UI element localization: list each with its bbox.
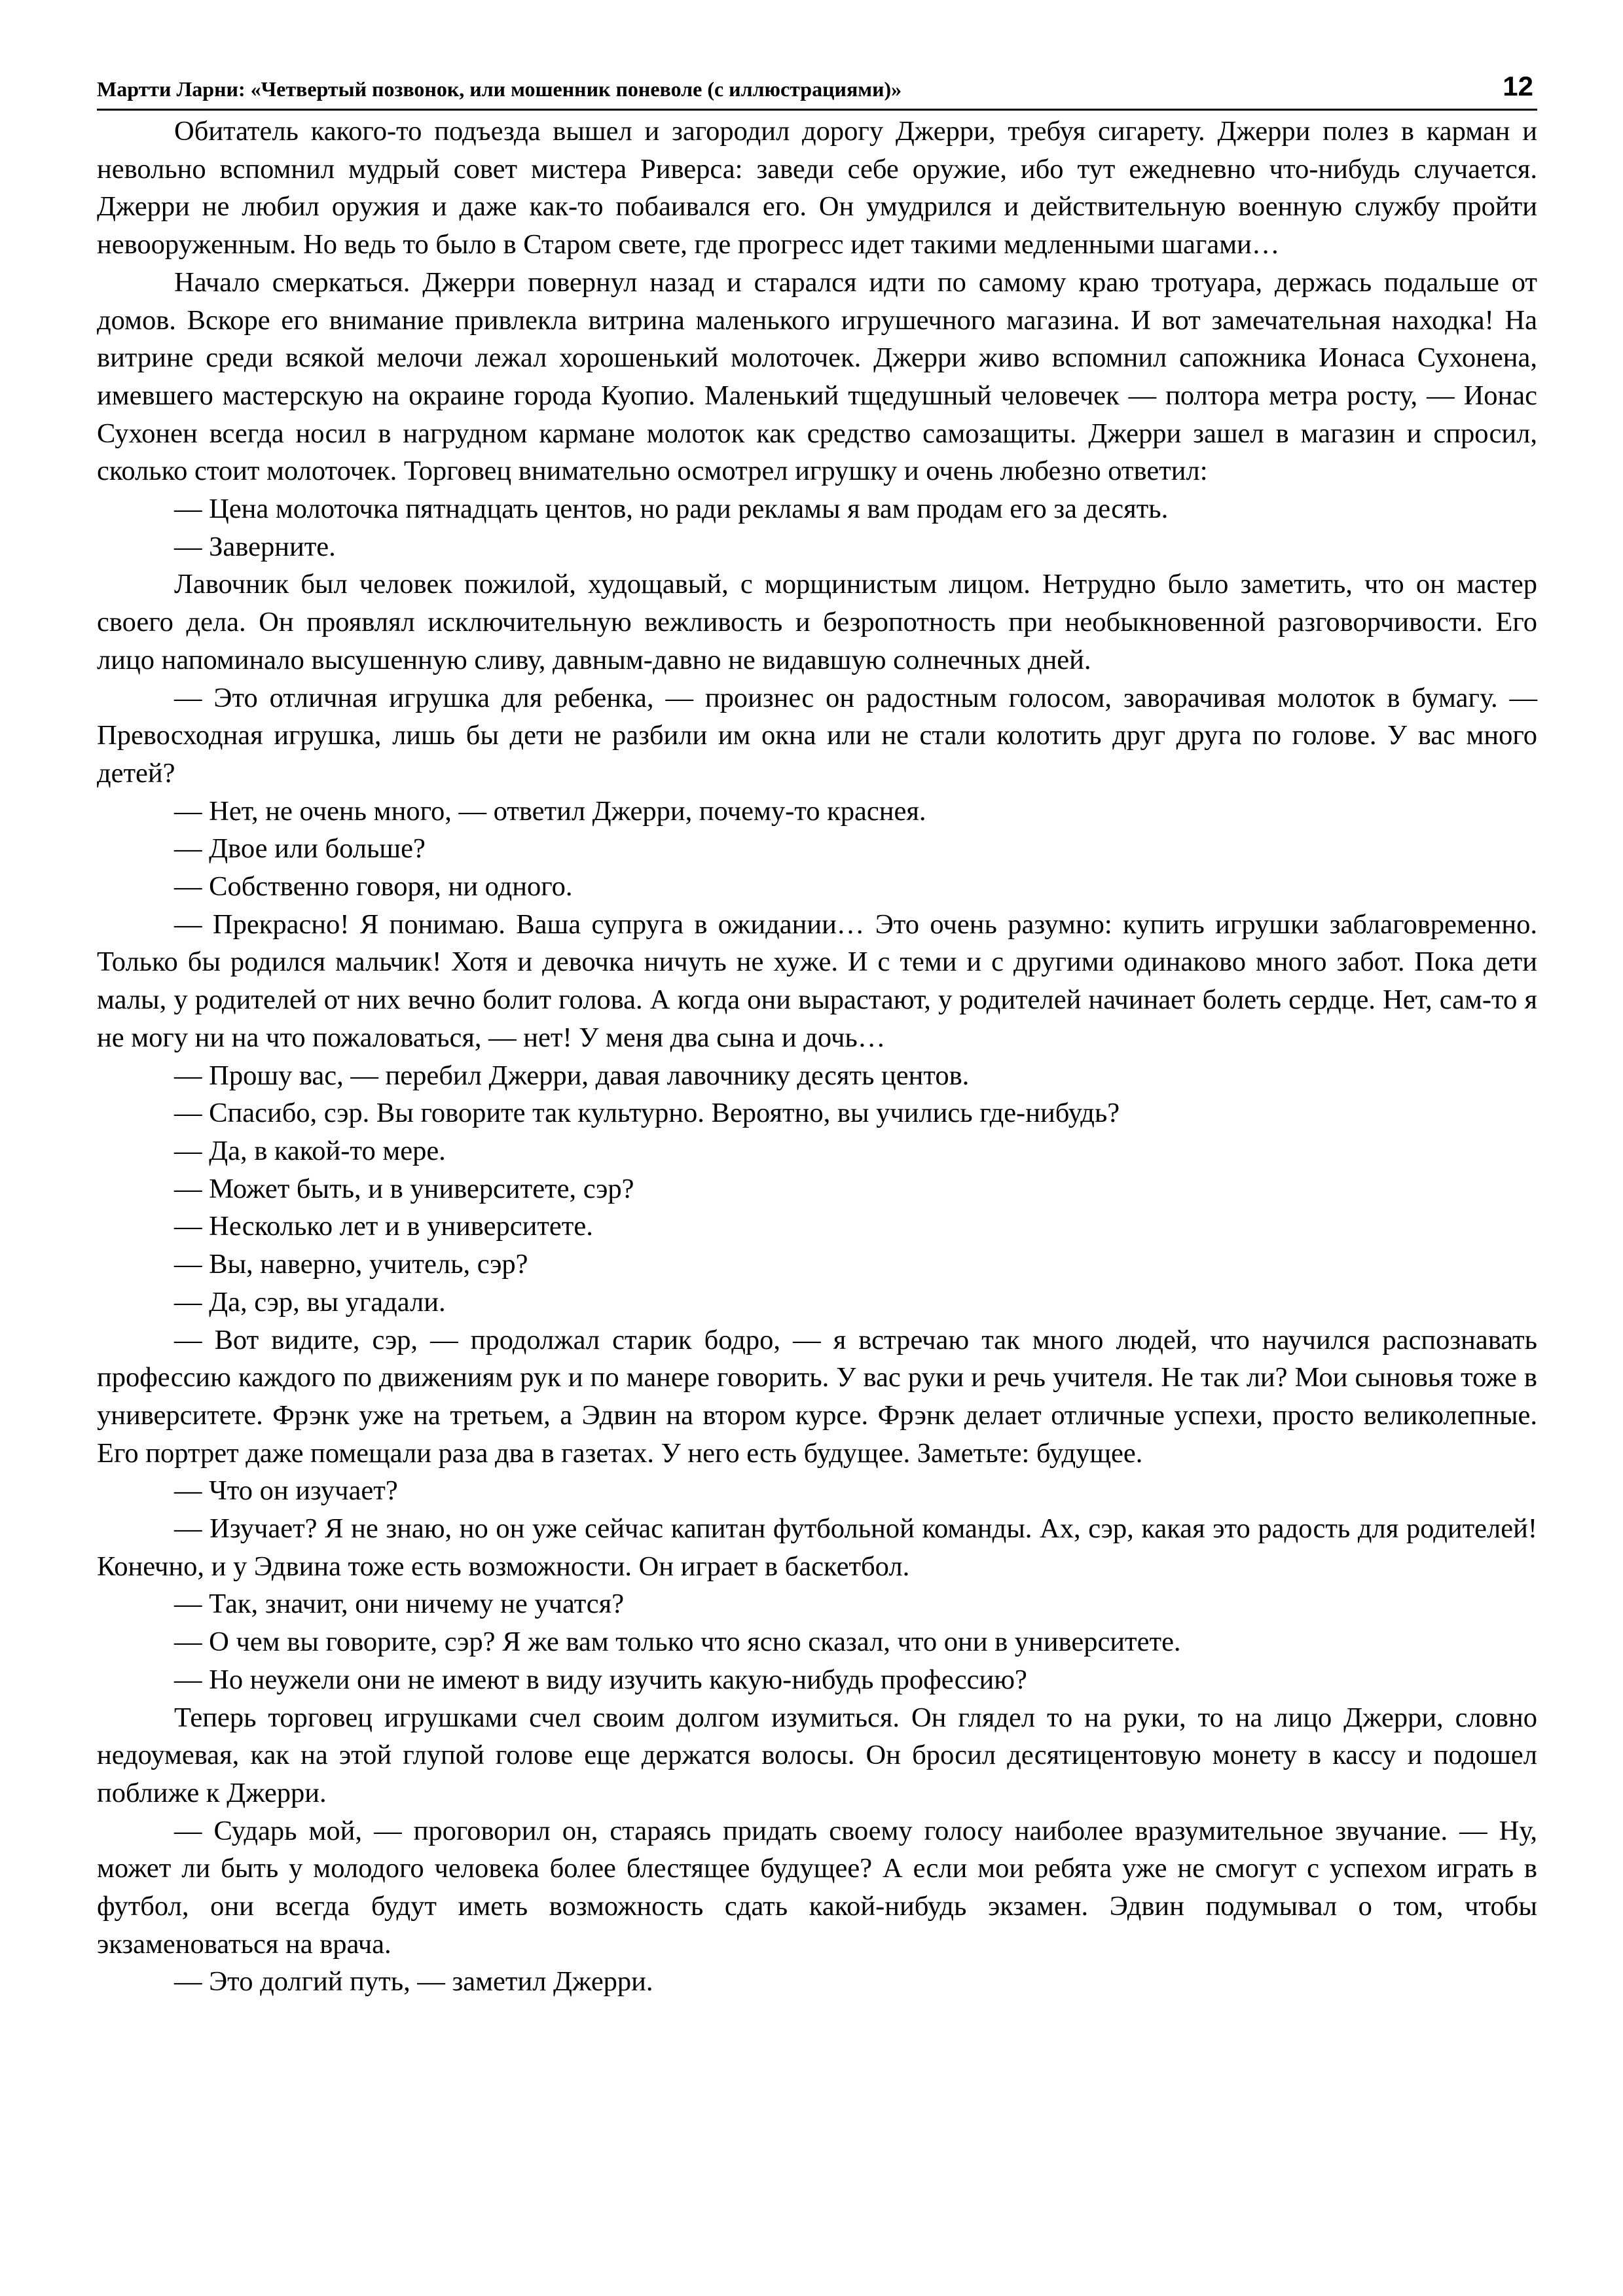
paragraph: Теперь торговец игрушками счел своим долгом изумиться. Он глядел то на руки, то на лицо Джерри, словно недоумевая, как на этой глупой голове еще держатся волосы. Он бросил десятицентовую монету в кассу и подошел поближе к Джерри. xyxy=(97,1702,1537,1808)
paragraph: — Вот видите, сэр, — продолжал старик бодро, — я встречаю так много людей, что научился распознавать профессию каждого по движениям рук и по манере говорить. У вас руки и речь учителя. Не так ли? Мои сыновья тоже в университете. Фрэнк уже на третьем, а Эдвин на втором курсе. Фрэнк делает отличные успехи, просто великолепные. Его портрет даже помещали раза два в газетах. У него есть будущее. Заметьте: будущее. xyxy=(97,1324,1537,1469)
page-number: 12 xyxy=(1503,71,1533,101)
paragraph: Начало смеркаться. Джерри повернул назад и старался идти по самому краю тротуара, держась подальше от домов. Вскоре его внимание привлекла витрина маленького игрушечного магазина. И вот замечательная находка! На витрине среди всякой мелочи лежал хорошенький молоточек. Джерри живо вспомнил сапожника Ионаса Сухонена, имевшего мастерскую на окраине города Куопио. Маленький тщедушный человечек — полтора метра росту, — Ионас Сухонен всегда носил в нагрудном кармане молоток как средство самозащиты. Джерри зашел в магазин и спросил, сколько стоит молоточек. Торговец внимательно осмотрел игрушку и очень любезно ответил: xyxy=(97,266,1537,487)
paragraph: — Да, в какой-то мере. xyxy=(174,1135,446,1166)
paragraph: — О чем вы говорите, сэр? Я же вам только что ясно сказал, что они в университете. xyxy=(174,1626,1181,1658)
paragraph: — Может быть, и в университете, сэр? xyxy=(174,1173,634,1204)
paragraph: — Несколько лет и в университете. xyxy=(174,1211,593,1242)
paragraph: — Нет, не очень много, — ответил Джерри, почему-то краснея. xyxy=(174,795,926,827)
paragraph: — Но неужели они не имеют в виду изучить какую-нибудь профессию? xyxy=(174,1664,1027,1695)
running-title: Мартти Ларни: «Четвертый позвонок, или мошенник поневоле (с иллюстрациями)» xyxy=(97,77,902,101)
paragraph: — Это долгий путь, — заметил Джерри. xyxy=(174,1966,653,1998)
paragraph: — Что он изучает? xyxy=(174,1475,398,1507)
paragraph: — Цена молоточка пятнадцать центов, но ради рекламы я вам продам его за десять. xyxy=(174,493,1169,525)
paragraph: — Так, значит, они ничему не учатся? xyxy=(174,1588,625,1620)
paragraph: — Это отличная игрушка для ребенка, — произнес он радостным голосом, заворачивая молоток в бумагу. — Превосходная игрушка, лишь бы дети не разбили им окна или не стали колотить друг друга по голове. У вас много детей? xyxy=(97,682,1537,789)
paragraph: — Изучает? Я не знаю, но он уже сейчас капитан футбольной команды. Ах, сэр, какая это радость для родителей! Конечно, и у Эдвина тоже есть возможности. Он играет в баскетбол. xyxy=(97,1513,1537,1582)
paragraph: — Вы, наверно, учитель, сэр? xyxy=(174,1249,528,1280)
paragraph: — Сударь мой, — проговорил он, стараясь придать своему голосу наиболее вразумительное звучание. — Ну, может ли быть у молодого человека более блестящее будущее? А если мои ребята уже не смогут с успехом играть в футбол, они всегда будут иметь возможность сдать какой-нибудь экзамен. Эдвин подумывал о том, чтобы экзаменоваться на врача. xyxy=(97,1815,1537,1960)
body-text xyxy=(97,113,1537,2001)
paragraph: — Заверните. xyxy=(174,531,336,562)
paragraph: — Да, сэр, вы угадали. xyxy=(174,1286,446,1318)
paragraph: — Прекрасно! Я понимаю. Ваша супруга в ожидании… Это очень разумно: купить игрушки заблаговременно. Только бы родился мальчик! Хотя и девочка ничуть не хуже. И с теми и с другими одинаково много забот. Пока дети малы, у родителей от них вечно болит голова. А когда они вырастают, у родителей начинает болеть сердце. Нет, сам-то я не могу ни на что пожаловаться, — нет! У меня два сына и дочь… xyxy=(97,908,1537,1053)
paragraph: — Прошу вас, — перебил Джерри, давая лавочнику десять центов. xyxy=(174,1060,970,1091)
paragraph: Обитатель какого-то подъезда вышел и загородил дорогу Джерри, требуя сигарету. Джерри полез в карман и невольно вспомнил мудрый совет мистера Риверса: заведи себе оружие, ибо тут ежедневно что-нибудь случается. Джерри не любил оружия и даже как-то побаивался его. Он умудрился и действительную военную службу пройти невооруженным. Но ведь то было в Старом свете, где прогресс идет такими медленными шагами… xyxy=(97,116,1537,260)
paragraph: — Двое или больше? xyxy=(174,833,426,865)
page-header xyxy=(97,72,1537,111)
paragraph: — Спасибо, сэр. Вы говорите так культурно. Вероятно, вы учились где-нибудь? xyxy=(174,1098,1120,1129)
paragraph: — Собственно говоря, ни одного. xyxy=(174,871,573,903)
paragraph: Лавочник был человек пожилой, худощавый, с морщинистым лицом. Нетрудно было заметить, что он мастер своего дела. Он проявлял исключительную вежливость и безропотность при необыкновенной разговорчивости. Его лицо напоминало высушенную сливу, давным-давно не видавшую солнечных дней. xyxy=(97,569,1537,675)
